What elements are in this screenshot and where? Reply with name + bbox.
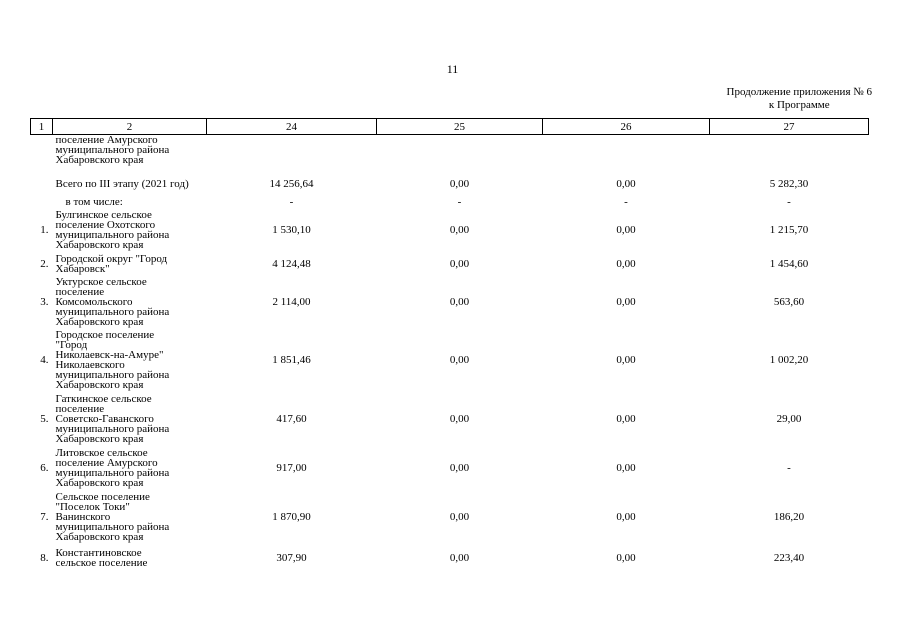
table-row: [31, 208, 869, 252]
value-c25: 0,00: [449, 413, 470, 425]
value-c24: 417,60: [276, 413, 307, 425]
total-label: Всего по III этапу (2021 год): [55, 178, 189, 190]
value-c24: 917,00: [276, 462, 307, 474]
including-c24: -: [289, 195, 294, 208]
value-c27: 1 215,70: [769, 224, 809, 236]
municipality-name: Булгинское сельское поселение Охотского муниципального района Хабаровского края: [55, 209, 170, 251]
row-number: 3.: [40, 295, 49, 308]
header-cell: 1: [31, 119, 53, 135]
page-number: 11: [446, 62, 459, 76]
municipality-name: Сельское поселение "Поселок Токи" Ванинского муниципального района Хабаровского края: [55, 491, 170, 543]
row-number: 5.: [40, 413, 49, 425]
value-c25: 0,00: [449, 511, 470, 523]
value-c27: 563,60: [773, 295, 805, 308]
table-row: [31, 544, 869, 572]
municipality-name: Константиновское сельское поселение: [55, 547, 148, 569]
value-c24: 1 870,90: [272, 511, 311, 523]
value-c26: 0,00: [616, 354, 636, 366]
value-c27: 29,00: [776, 413, 802, 425]
value-c26: 0,00: [616, 511, 636, 523]
value-c24: 2 114,00: [272, 295, 311, 308]
value-c25: 0,00: [449, 295, 470, 308]
municipality-name: Городское поселение "Город Николаевск-на-Амуре" Николаевского муниципального района Хабаровского края: [55, 329, 170, 391]
value-c24: 1 530,10: [272, 224, 311, 236]
row-number: 6.: [40, 462, 49, 474]
value-c26: 0,00: [616, 552, 636, 564]
appendix-line1: Продолжение приложения № 6: [726, 86, 872, 98]
header-cell: 2: [53, 119, 207, 135]
value-c27: 1 002,20: [769, 354, 809, 366]
total-c25: 0,00: [449, 178, 470, 190]
appendix-note: [727, 86, 872, 112]
value-c27: 186,20: [773, 511, 805, 523]
including-c25: -: [457, 195, 462, 208]
data-table-container: [30, 118, 868, 572]
row-number: 2.: [40, 257, 49, 270]
value-c24: 4 124,48: [272, 257, 311, 270]
including-c27: -: [787, 195, 791, 208]
value-c24: 1 851,46: [272, 354, 311, 366]
row-number: 4.: [40, 354, 49, 366]
row-number: 7.: [40, 511, 49, 523]
value-c26: 0,00: [616, 257, 636, 270]
value-c26: 0,00: [616, 462, 636, 474]
header-cell: 26: [543, 119, 710, 135]
data-table: [30, 118, 869, 572]
continuation-row: [31, 135, 869, 174]
including-row: [31, 195, 869, 208]
table-row: [31, 392, 869, 446]
table-row: [31, 275, 869, 328]
row-number: 8.: [40, 552, 49, 564]
municipality-name: Гаткинское сельское поселение Советско-Гаванского муниципального района Хабаровского края: [55, 393, 170, 445]
value-c26: 0,00: [616, 413, 636, 425]
header-cell: 27: [710, 119, 869, 135]
table-row: [31, 252, 869, 275]
municipality-name: Городской округ "Город Хабаровск": [55, 252, 168, 275]
value-c26: 0,00: [616, 295, 636, 308]
value-c26: 0,00: [616, 224, 636, 236]
including-label: в том числе:: [65, 195, 123, 208]
municipality-name: Литовское сельское поселение Амурского муниципального района Хабаровского края: [55, 447, 170, 489]
table-row: [31, 490, 869, 544]
value-c25: 0,00: [449, 354, 470, 366]
table-row: [31, 328, 869, 392]
total-c24: 14 256,64: [269, 178, 314, 190]
continuation-name: поселение Амурского муниципального района Хабаровского края: [55, 134, 170, 166]
value-c27: -: [787, 462, 791, 474]
municipality-name: Уктурское сельское поселение Комсомольского муниципального района Хабаровского края: [55, 275, 170, 328]
total-c27: 5 282,30: [769, 178, 809, 190]
value-c24: 307,90: [276, 552, 307, 564]
value-c25: 0,00: [449, 224, 470, 236]
value-c25: 0,00: [449, 552, 470, 564]
table-row: [31, 446, 869, 490]
header-cell: 25: [377, 119, 543, 135]
header-cell: 24: [207, 119, 377, 135]
value-c25: 0,00: [449, 462, 470, 474]
appendix-line2: к Программе: [768, 99, 830, 111]
including-c26: -: [624, 195, 628, 208]
total-c26: 0,00: [616, 178, 636, 190]
value-c27: 223,40: [773, 552, 805, 564]
header-row: [31, 119, 869, 135]
row-number: 1.: [40, 224, 49, 236]
value-c25: 0,00: [449, 257, 470, 270]
value-c27: 1 454,60: [769, 257, 809, 270]
total-row: [31, 173, 869, 195]
